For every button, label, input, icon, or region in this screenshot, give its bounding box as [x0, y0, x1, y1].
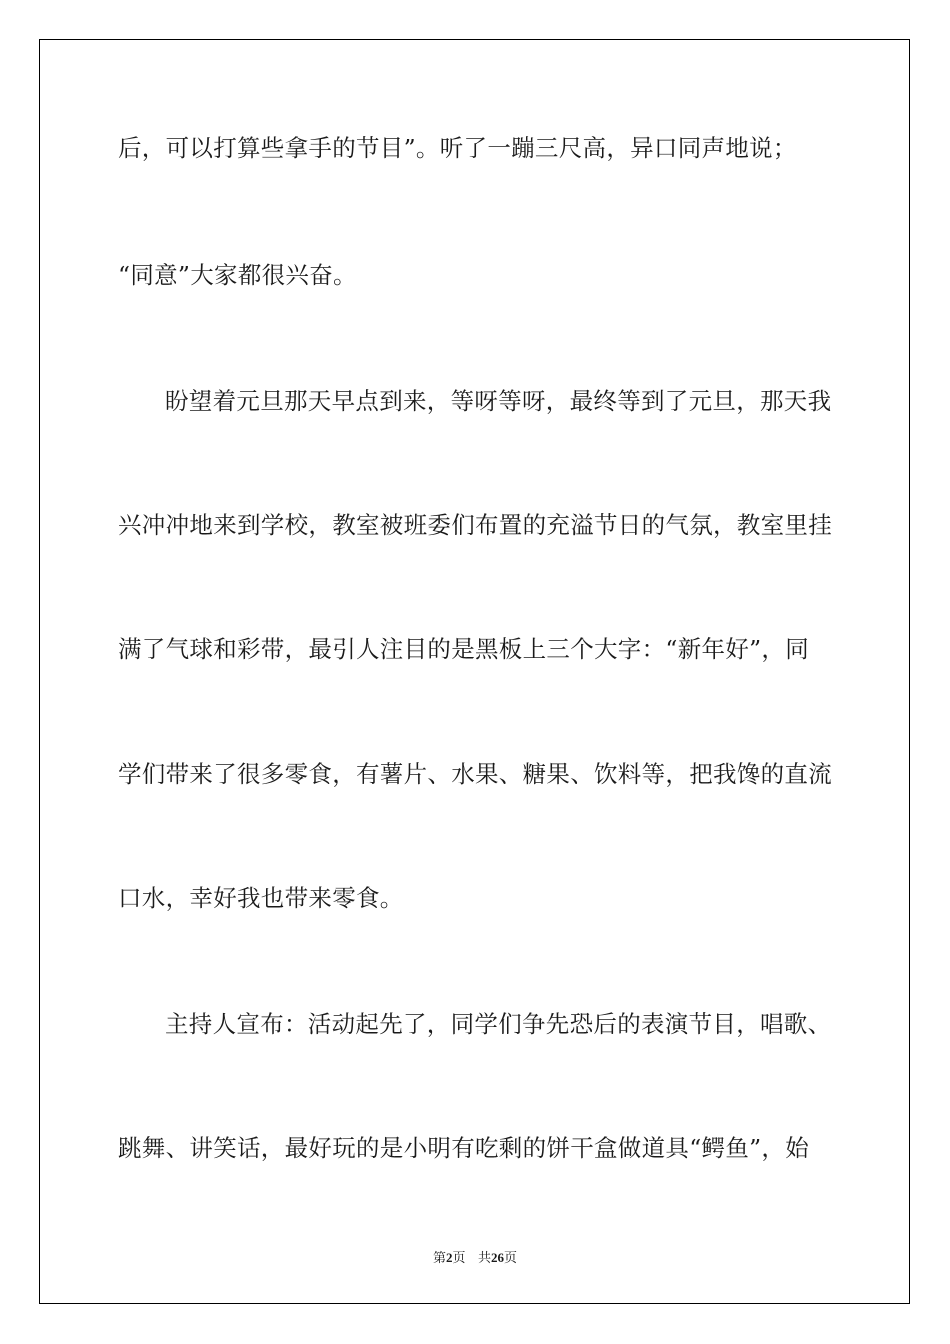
text-line-9: 跳舞、讲笑话，最好玩的是小明有吃剩的饼干盒做道具“鳄鱼”，始 [118, 1134, 810, 1162]
page-footer [0, 1247, 950, 1266]
text-line-4: 兴冲冲地来到学校，教室被班委们布置的充溢节日的气氛，教室里挂 [118, 511, 832, 539]
paragraph-start-line-3: 盼望着元旦那天早点到来，等呀等呀，最终等到了元旦，那天我 [165, 387, 832, 415]
footer-page-prefix: 第 [433, 1251, 447, 1266]
paragraph-start-line-8: 主持人宣布：活动起先了，同学们争先恐后的表演节目，唱歌、 [165, 1010, 832, 1038]
footer-total-suffix: 页 [503, 1251, 517, 1266]
text-line-7: 口水，幸好我也带来零食。 [118, 884, 404, 912]
text-line-6: 学们带来了很多零食，有薯片、水果、糖果、饮料等，把我馋的直流 [118, 760, 832, 788]
text-line-1: 后，可以打算些拿手的节目”。听了一蹦三尺高，异口同声地说； [118, 134, 797, 162]
footer-total-prefix: 共 [477, 1251, 491, 1266]
page-border [39, 39, 910, 1304]
footer-page-number: 2 [446, 1250, 453, 1265]
footer-page-suffix: 页 [452, 1251, 466, 1266]
text-line-5: 满了气球和彩带，最引人注目的是黑板上三个大字：“新年好”，同 [118, 635, 810, 663]
text-line-2: “同意”大家都很兴奋。 [118, 261, 357, 289]
footer-total-pages: 26 [490, 1250, 504, 1265]
